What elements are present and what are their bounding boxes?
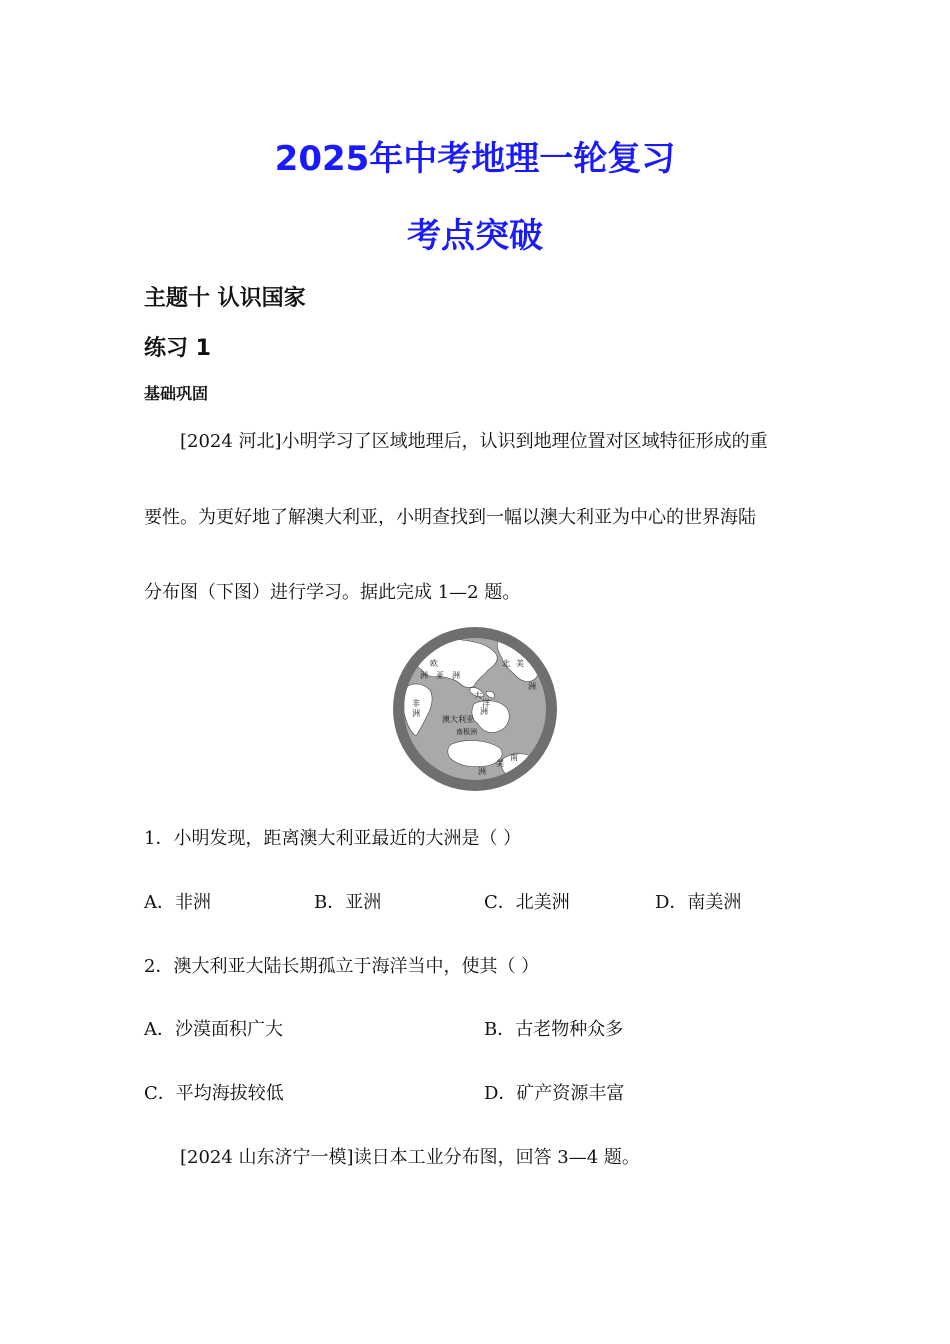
map-label-asia-2: 洲 (452, 671, 460, 680)
document-subtitle: 考点突破 (407, 216, 543, 256)
map-label-africa-1: 非 (412, 699, 420, 708)
map-label-europe-1: 欧 (430, 659, 438, 668)
question-2-option-b: B．古老物种众多 (484, 1019, 624, 1040)
map-label-australia: 澳大利亚 (442, 715, 474, 724)
map-label-north-america-3: 洲 (528, 682, 536, 691)
map-label-africa-2: 洲 (412, 709, 420, 718)
world-map-figure (392, 626, 558, 792)
map-label-oceania-1: 大 (474, 691, 482, 700)
question-1-option-c: C．北美洲 (484, 892, 570, 913)
map-label-antarctica: 南极洲 (456, 728, 477, 736)
intro1-line3: 分布图（下图）进行学习。据此完成 1—2 题。 (144, 582, 521, 603)
map-label-oceania-3: 洲 (480, 707, 488, 716)
question-2-option-c: C．平均海拔较低 (144, 1083, 284, 1104)
map-label-south-america-3: 洲 (478, 767, 486, 776)
antarctica-land (448, 741, 502, 767)
map-label-europe-2: 洲 (420, 671, 428, 680)
question-1-option-d: D．南美洲 (655, 892, 742, 913)
intro1-line2: 要性。为更好地了解澳大利亚，小明查找到一幅以澳大利亚为中心的世界海陆 (144, 507, 756, 528)
question-2-option-d: D．矿产资源丰富 (484, 1083, 625, 1104)
theme-heading: 主题十 认识国家 (144, 286, 306, 311)
exercise-heading: 练习 1 (144, 336, 211, 361)
question-1-stem: 1．小明发现，距离澳大利亚最近的大洲是（ ） (144, 828, 522, 849)
intro2-line: [2024 山东济宁一模]读日本工业分布图，回答 3—4 题。 (180, 1147, 640, 1168)
map-label-north-america-1: 北 (502, 659, 510, 668)
question-1-option-b: B．亚洲 (314, 892, 382, 913)
document-title: 2025年中考地理一轮复习 (274, 139, 676, 179)
map-label-south-america-1: 南 (510, 753, 518, 762)
map-label-asia-1: 亚 (436, 671, 444, 680)
question-1-option-a: A．非洲 (144, 892, 211, 913)
question-2-option-a: A．沙漠面积广大 (144, 1019, 283, 1040)
map-label-oceania-2: 洋 (482, 699, 490, 708)
intro1-line1: [2024 河北]小明学习了区域地理后，认识到地理位置对区域特征形成的重 (180, 431, 768, 452)
map-label-north-america-2: 美 (516, 659, 524, 668)
section-heading: 基础巩固 (144, 384, 209, 403)
map-label-south-america-2: 美 (496, 759, 504, 768)
question-2-stem: 2．澳大利亚大陆长期孤立于海洋当中，使其（ ） (144, 956, 540, 977)
